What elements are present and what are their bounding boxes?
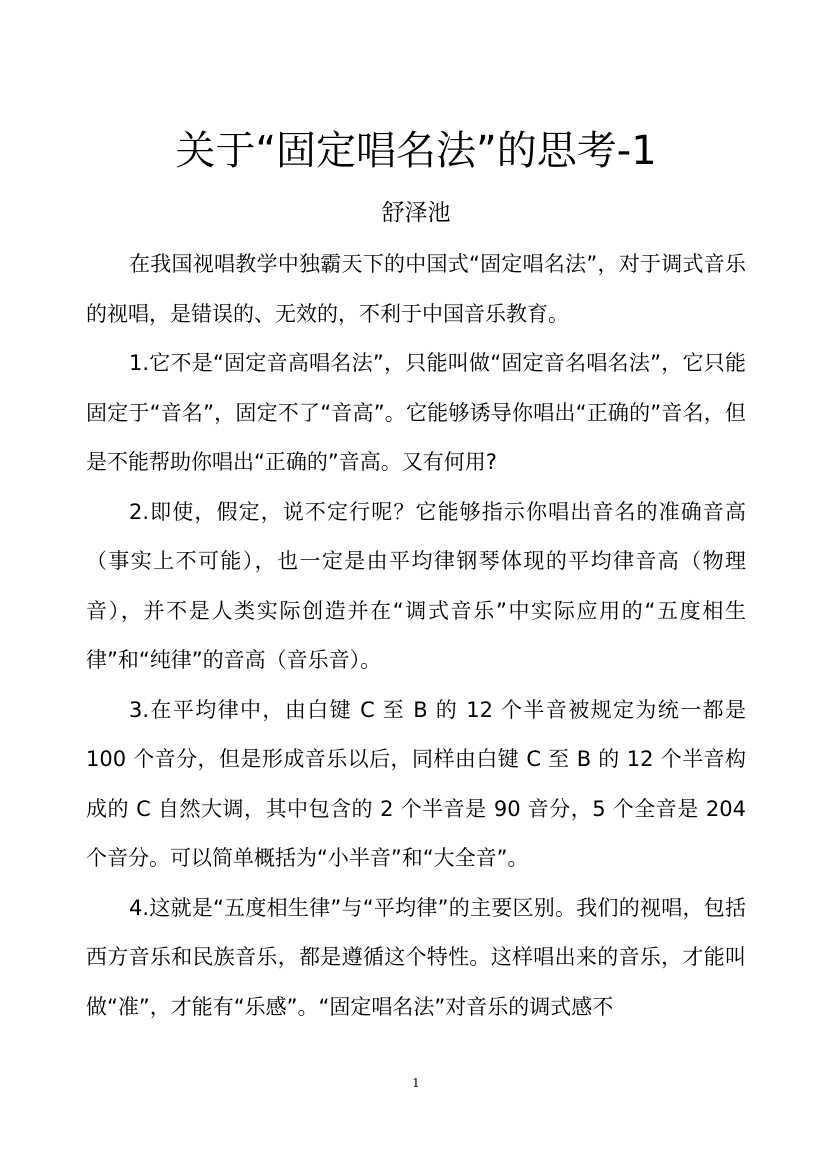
paragraph-3: 3.在平均律中，由白键 C 至 B 的 12 个半音被规定为统一都是 100 个音分，但是形成音乐以后，同样由白键 C 至 B 的 12 个半音构成的 C 自然大调，其中包含的 2 个半音是 90 音分，5 个全音是 204 个音分。可以简单概括为“小半音”和“大全音”。 (86, 697, 746, 870)
paragraph-1: 1.它不是“固定音高唱名法”，只能叫做“固定音名唱名法”，它只能固定于“音名”，固定不了“音高”。它能够诱导你唱出“正确的”音名，但是不能帮助你唱出“正确的”音高。又有何用? (86, 351, 746, 474)
author-name: 舒泽池 (381, 200, 451, 226)
document-title: 关于“固定唱名法”的思考-1 (175, 128, 657, 174)
document-body (86, 240, 746, 1032)
paragraph-2: 2.即使，假定，说不定行呢？它能够指示你唱出音名的准确音高（事实上不可能），也一定是由平均律钢琴体现的平均律音高（物理音），并不是人类实际创造并在“调式音乐”中实际应用的“五度相生律”和“纯律”的音高（音乐音）。 (86, 499, 746, 672)
paragraph-4: 4.这就是“五度相生律”与“平均律”的主要区别。我们的视唱，包括西方音乐和民族音乐，都是遵循这个特性。这样唱出来的音乐，才能叫做“准”，才能有“乐感”。“固定唱名法”对音乐的调式感不 (86, 895, 746, 1019)
paragraph-intro: 在我国视唱教学中独霸天下的中国式“固定唱名法”，对于调式音乐的视唱，是错误的、无效的，不利于中国音乐教育。 (86, 252, 746, 326)
page-number: 1 (412, 1076, 420, 1090)
